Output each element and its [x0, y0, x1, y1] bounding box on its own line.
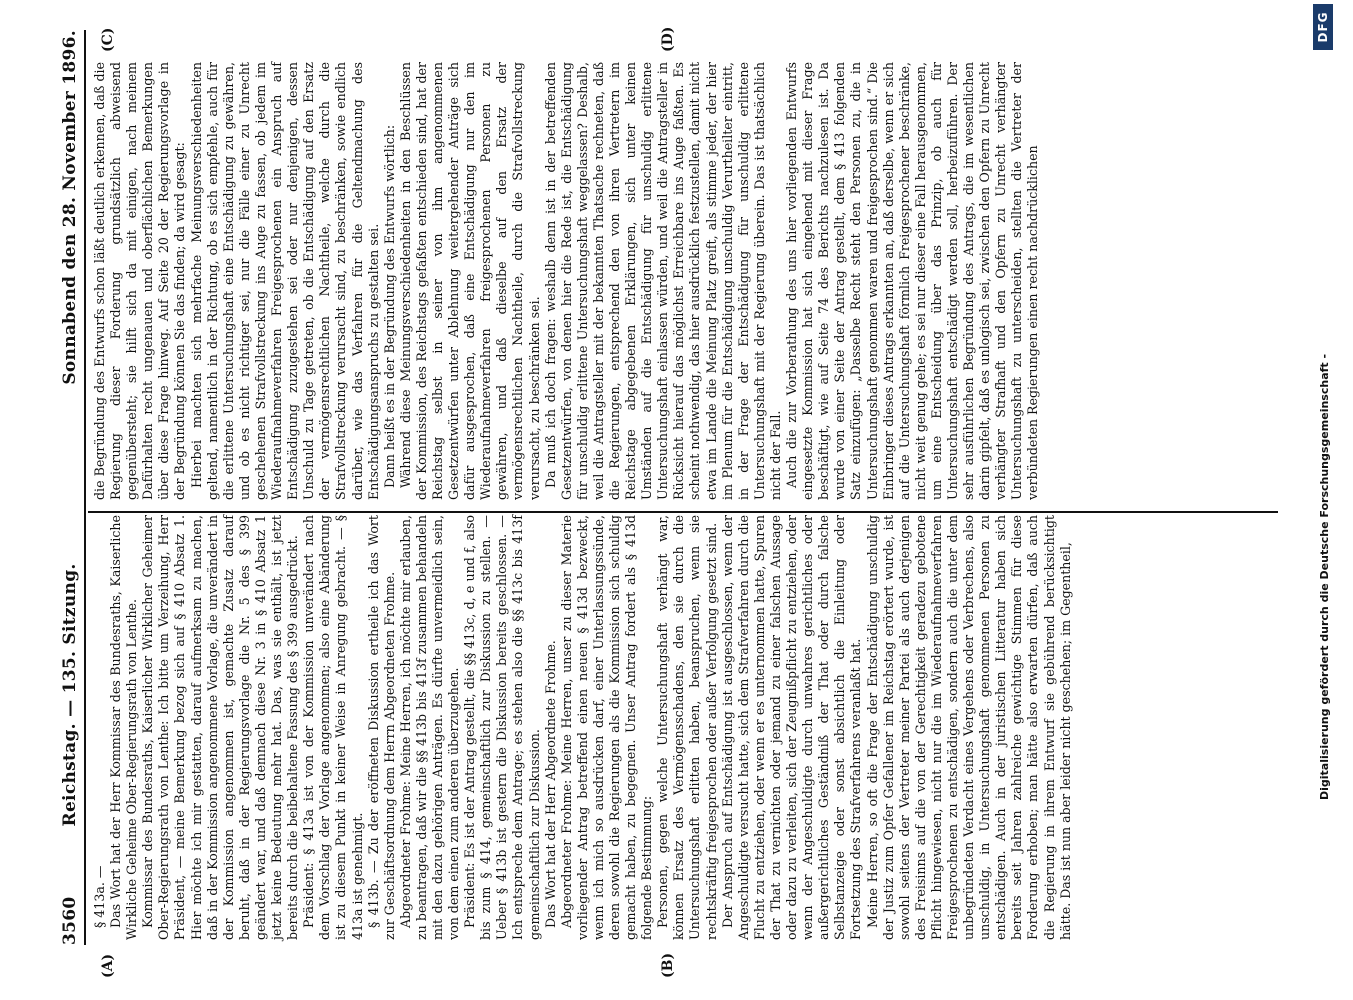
paragraph: Meine Herren, so oft die Frage der Entschädigung unschuldig der Justiz zum Opfer Gefallener im Reichstag erörtert wurde, ist sowohl seitens der Vertreter meiner Partei als auch derjenigen des Freisinns auf die von der Gerechtigkeit geradezu gebotene Pflicht hingewiesen, nicht nur die im Wiederaufnahmeverfahren Freigesprochenen zu entschädigen, sondern auch die unter dem unbegründeten Verdacht eines Vergehens oder Verbrechens, also unschuldig, in Untersuchungshaft genommenen Personen zu entschädigen. Auch in der juristischen Litteratur haben sich bereits seit Jahren zahlreiche gewichtige Stimmen für diese Forderung erhoben; man hätte also erwarten dürfen, daß auch die Regierung in ihrem Entwurf sie gebührend berücksichtigt hätte. Das ist nun aber leider nicht geschehen; im Gegentheil,: [864, 515, 1073, 940]
quoted-paragraph: Während diese Meinungsverschiedenheiten in den Beschlüssen der Kommission, des Reichstags gefaßten entschieden sind, hat der Reichstag selbst in seiner von ihm angenommenen Gesetzentwürfen unter Ablehnung weitergehender Anträge sich dafür ausgesprochen, daß eine Entschädigung nur den im Wiederaufnahmeverfahren freigesprochenen Personen zu gewähren, und daß dieselbe auf den Ersatz der vermögensrechtlichen Nachtheile, durch die Strafvollstreckung verursacht, zu beschränken sei.: [397, 62, 542, 500]
paragraph: Präsident: § 413a ist von der Kommission unverändert nach dem Vorschlag der Vorlage angenommen; also eine Abänderung ist zu diesem Punkt in keiner Weise in Anregung gebracht. — § 413a ist genehmigt.: [301, 515, 365, 940]
paragraph: Das Wort hat der Herr Abgeordnete Frohme.: [542, 640, 558, 928]
marker-b: (B): [660, 952, 676, 978]
paragraph: Das Wort hat der Herr Kommissar des Bundesraths, Kaiserliche Wirkliche Geheime Ober-Regierungsrath von Lenthe.: [108, 515, 140, 940]
column-divider: [88, 511, 1278, 513]
paragraph: Da muß ich doch fragen: weshalb denn ist in der betreffenden Gesetzentwürfen, von denen hier die Rede ist, die Entschädigung für unschuldig erlittene Untersuchungshaft weggelassen? Deshalb, weil die Antragsteller mit der bekannten Thatsache rechneten, daß die Regierungen, entsprechend den von ihren Vertretern im Reichstage abgegebenen Erklärungen, sich unter keinen Umständen auf die Entschädigung für unschuldig erlittene Untersuchungshaft einlassen würden, und weil die Antragsteller in Rücksicht hierauf das möglichst Erreichbare ins Auge faßten. Es scheint nothwendig, das hier ausdrücklich festzustellen, damit nicht etwa im Lande die Meinung Platz greift, als stimme jeder, der hier im Plenum für die Entschädigung unschuldig Verurtheilter eintritt, in der Frage der Entschädigung für unschuldig erlittene Untersuchungshaft mit der Regierung überein. Das ist thatsächlich nicht der Fall.: [542, 62, 783, 500]
digitization-credit: Digitalisierung gefördert durch die Deutsche Forschungsgemeinschaft -: [1318, 353, 1331, 800]
right-column: [92, 62, 1042, 500]
paragraph: Auch die zur Vorberathung des uns hier vorliegenden Entwurfs eingesetzte Kommission hat sich eingehend mit dieser Frage beschäftigt, wie auf Seite 74 des Berichts nachzulesen ist. Da wurde von einer Seite der Antrag gestellt, dem § 413 folgenden Satz einzufügen: „Dasselbe Recht steht den Personen zu, die in Untersuchungshaft genommen waren und freigesprochen sind.“ Die Einbringer dieses Antrags erkannten an, daß derselbe, wenn er sich auf die Untersuchungshaft förmlich Freigesprochener beschränke, nicht weit genug gehe; es sei nur dieser eine Fall herausgenommen, um eine Entscheidung über das Prinzip, ob auch für Untersuchungshaft entschädigt werden soll, herbeizuführen. Der sehr ausführlichen Begründung des Antrags, die im wesentlichen darin gipfelt, daß es unlogisch sei, zwischen den Opfern zu Unrecht verhängter Strafhaft und den Opfern zu Unrecht verhängter Untersuchungshaft zu unterscheiden, stellten die Vertreter der verbündeten Regierungen einen recht nachdrücklichen: [784, 62, 1041, 500]
page-number: 3560: [60, 896, 80, 945]
header-rule: [84, 30, 86, 945]
running-header: [60, 30, 82, 945]
paragraph: Abgeordneter Frohme: Meine Herren, ich möchte mir erlauben, zu beantragen, daß wir die §§ 413b bis 413f zusammen behandeln mit den dazu gehörigen Anträgen. Es dürfte unvermeidlich sein, von dem einen zum anderen überzugehen.: [397, 515, 462, 940]
paragraph: die Begründung des Entwurfs schon läßt deutlich erkennen, daß die Regierung dieser Forderung grundsätzlich abweisend gegenübersteht; sie hilft sich da mit einigen, nach meinem Dafürhalten recht ungenauen und oberflächlichen Bemerkungen über diese Frage hinweg. Auf Seite 20 der Regierungsvorlage in der Begründung können Sie das finden; da wird gesagt:: [92, 62, 188, 500]
paragraph: Dann heißt es in der Begründung des Entwurfs wörtlich:: [381, 124, 397, 488]
marker-c: (C): [100, 27, 116, 52]
paragraph: Kommissar des Bundesraths, Kaiserlicher Wirklicher Geheimer Ober-Regierungsrath von Lenthe: Ich bitte um Verzeihung, Herr Präsident, — meine Bemerkung bezog sich auf § 410 Absatz 1. Hier möchte ich mir gestatten, darauf aufmerksam zu machen, daß in der Kommission angenommene Vorlage, die unverändert in der Kommission angenommen ist, gemachte Zusatz darauf beruht, daß in der Regierungsvorlage die Nr. 5 des § 399 geändert war, und daß demnach diese Nr. 3 in § 410 Absatz 1 jetzt keine Bedeutung mehr hat. Das, was sie enthält, ist jetzt bereits durch die beibehaltene Fassung des § 399 ausgedrückt.: [140, 515, 301, 940]
paragraph: § 413a. —: [92, 865, 107, 928]
marker-a: (A): [100, 953, 116, 978]
dfg-logo: DFG: [1313, 4, 1333, 50]
paragraph: § 413b. — Zu der eröffneten Diskussion ertheile ich das Wort zur Geschäftsordnung dem Herrn Abgeordneten Frohme.: [365, 515, 397, 940]
marker-d: (D): [660, 26, 676, 52]
quoted-paragraph: Hierbei machten sich mehrfache Meinungsverschiedenheiten geltend, namentlich in der Richtung, ob es sich empfehle, auch für die erlittene Untersuchungshaft eine Entschädigung zu gewähren, und ob es nicht richtiger sei, nur die Fälle einer zu Unrecht geschehenen Strafvollstreckung ins Auge zu fassen, ob jedem im Wiederaufnahmeverfahren Freigesprochenen ein Anspruch auf Entschädigung zuzugestehen sei oder nur denjenigen, dessen Unschuld zu Tage getreten, ob die Entschädigung auf den Ersatz der vermögensrechtlichen Nachtheile, welche durch die Strafvollstreckung verursacht sind, zu beschränken, sowie endlich darüber, wie das Verfahren für die Geltendmachung des Entschädigungsanspruchs zu gestalten sei.: [188, 62, 381, 500]
session-date: Sonnabend den 28. November 1896.: [60, 30, 80, 385]
quoted-paragraph: Der Anspruch auf Entschädigung ist ausgeschlossen, wenn der Angeschuldigte versucht hatte, sich dem Strafverfahren durch die Flucht zu entziehen, oder wenn er es unternommen hatte, Spuren der That zu vernichten oder jemand zu einer falschen Aussage oder dazu zu verleiten, sich der Zeugnißpflicht zu entziehen, oder wenn der Angeschuldigte durch unwahres gerichtliches oder außergerichtliches Geständniß der That oder durch falsche Selbstanzeige oder sonst absichtlich die Einleitung oder Fortsetzung des Strafverfahrens veranlaßt hat.: [719, 515, 864, 940]
left-column: [92, 515, 1074, 940]
session-title: Reichstag. — 135. Sitzung.: [60, 563, 80, 827]
paragraph: Abgeordneter Frohme: Meine Herren, unser zu dieser Materie vorliegender Antrag betreffend einen neuen § 413d bezweckt, wenn ich mich so ausdrücken darf, einer Unterlassungssünde, deren sowohl die Regierungen als die Kommission sich schuldig gemacht haben, zu begegnen. Unser Antrag fordert als § 413d folgende Bestimmung:: [558, 515, 655, 940]
paragraph: Präsident: Es ist der Antrag gestellt, die §§ 413c, d, e und f, also bis zum § 414, gemeinschaftlich zur Diskussion zu stellen. — Ueber § 413b ist gestern die Diskussion bereits geschlossen. — Ich entspreche dem Antrage; es stehen also die §§ 413c bis 413f gemeinschaftlich zur Diskussion.: [462, 515, 542, 940]
quoted-paragraph: Personen, gegen welche Untersuchungshaft verhängt war, können Ersatz des Vermögensschadens, den sie durch die Untersuchungshaft erlitten haben, beanspruchen, wenn sie rechtskräftig freigesprochen oder außer Verfolgung gesetzt sind.: [655, 515, 719, 940]
